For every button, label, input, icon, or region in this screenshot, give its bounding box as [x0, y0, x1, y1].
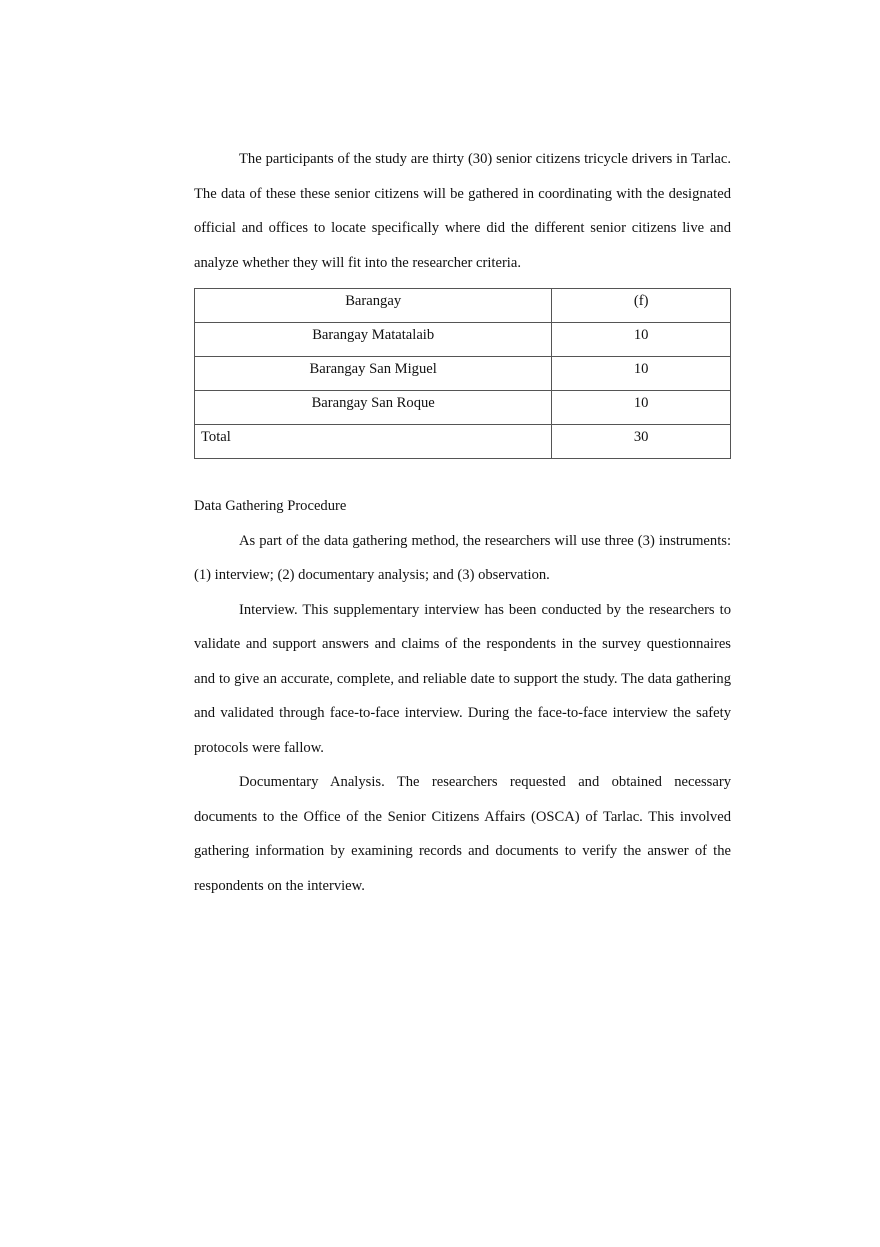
table-row [195, 323, 731, 357]
paragraph-methods: As part of the data gathering method, the researchers will use three (3) instruments: (1) interview; (2) documentary analysis; and (3) observation. [194, 532, 731, 583]
table-cell-frequency: 10 [552, 357, 731, 391]
table-total-value: 30 [552, 425, 731, 459]
table-cell-frequency: 10 [552, 391, 731, 425]
paragraph-interview: Interview. This supplementary interview has been conducted by the researchers to validate and support answers and claims of the respondents in the survey questionnaires and to give an accurate, complete, and reliable date to support the study. The data gathering and validated through face-to-face interview. During the face-to-face interview the safety protocols were fallow. [194, 601, 731, 756]
table-total-row [195, 425, 731, 459]
table-total-label: Total [195, 425, 552, 459]
table-row [195, 357, 731, 391]
table-cell-barangay: Barangay San Roque [195, 391, 552, 425]
table-cell-frequency: 10 [552, 323, 731, 357]
intro-paragraph: The participants of the study are thirty (30) senior citizens tricycle drivers in Tarlac. The data of these these senior citizens will be gathered in coordinating with the designated official and offices to locate specifically where did the different senior citizens live and analyze whether they will fit into the researcher criteria. [194, 151, 731, 271]
paragraph-documentary-analysis: Documentary Analysis. The researchers requested and obtained necessary documents to the Office of the Senior Citizens Affairs (OSCA) of Tarlac. This involved gathering information by examining records and documents to verify the answer of the respondents on the interview. [194, 774, 731, 894]
barangay-frequency-table [194, 288, 731, 459]
table-header-frequency: (f) [552, 289, 731, 323]
document-page [194, 142, 731, 903]
table-header-barangay: Barangay [195, 289, 552, 323]
section-heading: Data Gathering Procedure [194, 498, 347, 514]
table-cell-barangay: Barangay San Miguel [195, 357, 552, 391]
table-cell-barangay: Barangay Matatalaib [195, 323, 552, 357]
table-row [195, 391, 731, 425]
table-header-row [195, 289, 731, 323]
